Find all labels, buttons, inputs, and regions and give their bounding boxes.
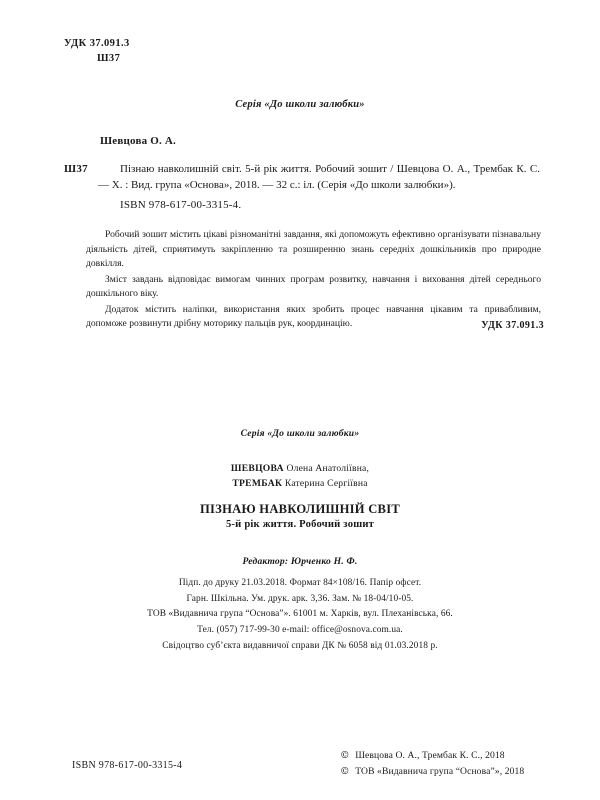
creators-list bbox=[0, 462, 600, 492]
bibliographic-description bbox=[64, 162, 540, 214]
print-detail-line: ТОВ «Видавнича група “Основа”». 61001 м. Харків, вул. Плеханівська, 66. bbox=[147, 609, 453, 620]
print-detail-line: Гарн. Шкільна. Ум. друк. арк. 3,36. Зам. № 18-04/10-05. bbox=[186, 593, 414, 604]
footer-isbn: ISBN 978-617-00-3315-4 bbox=[72, 760, 183, 771]
print-detail-line: Тел. (057) 717-99-30 e-mail: office@osnova.com.ua. bbox=[197, 625, 403, 636]
editor-line: Редактор: Юрченко Н. Ф. bbox=[242, 555, 358, 567]
annotation-block bbox=[86, 228, 541, 333]
creator-given-name: Олена Анатоліївна, bbox=[286, 463, 370, 474]
series-line-bottom: Серія «До школи залюбки» bbox=[240, 428, 360, 439]
shelf-mark-code: Ш37 bbox=[97, 53, 121, 65]
creator-line bbox=[0, 477, 600, 492]
creator-line bbox=[0, 462, 600, 477]
copyright-icon: © bbox=[340, 765, 350, 777]
imprint-block bbox=[0, 428, 600, 655]
biblio-description-text: Пізнаю навколишній світ. 5-й рік життя. Робочий зошит / Шевцова О. А., Трембак К. С. — Х. : Вид. група «Основа», 2018. — 32 с.: іл. (Серія «До школи залюбки»). bbox=[98, 163, 540, 191]
book-title: ПІЗНАЮ НАВКОЛИШНІЙ СВІТ bbox=[199, 501, 401, 516]
copyright-line bbox=[340, 764, 524, 780]
copyright-holder: Шевцова О. А., Трембак К. С., 2018 bbox=[355, 750, 505, 761]
series-line-top: Серія «До школи залюбки» bbox=[235, 99, 365, 110]
annotation-paragraph: Додаток містить наліпки, використання яких зробить процес навчання цікавим та привабливим, допоможе розвинути дрібну моторику пальців рук, координацію. bbox=[86, 303, 541, 330]
biblio-isbn: ISBN 978-617-00-3315-4. bbox=[120, 199, 242, 212]
creator-surname: ТРЕМБАК bbox=[232, 477, 283, 489]
print-details-block bbox=[0, 576, 600, 655]
book-subtitle: 5-й рік життя. Робочий зошит bbox=[225, 518, 375, 530]
udc-code: УДК 37.091.3 bbox=[64, 38, 130, 49]
annotation-paragraph: Зміст завдань відповідає вимогам чинних програм розвитку, навчання і виховання дітей середнього дошкільного віку. bbox=[86, 273, 541, 300]
footer-copyright-block bbox=[340, 748, 524, 779]
author-short-name: Шевцова О. А. bbox=[100, 135, 177, 147]
udc-code-repeat: УДК 37.091.3 bbox=[481, 320, 544, 331]
creator-surname: ШЕВЦОВА bbox=[230, 463, 284, 474]
annotation-paragraph: Робочий зошит містить цікаві різноманітні завдання, які допоможуть ефективно організувати пізнавальну діяльність дітей, сприятимуть закріпленню та розширенню знань середніх дошкільників про природне довкілля. bbox=[86, 229, 541, 270]
print-detail-line: Свідоцтво суб’єкта видавничої справи ДК № 6058 від 01.03.2018 р. bbox=[162, 640, 438, 651]
print-detail-line: Підп. до друку 21.03.2018. Формат 84×108/16. Папір офсет. bbox=[178, 577, 422, 588]
copyright-line bbox=[340, 748, 524, 764]
copyright-holder: ТОВ «Видавнича група “Основа”», 2018 bbox=[355, 765, 525, 777]
biblio-row bbox=[64, 162, 540, 193]
copyright-icon: © bbox=[340, 750, 350, 761]
creator-given-name: Катерина Сергіївна bbox=[284, 477, 368, 489]
udc-block bbox=[64, 36, 130, 66]
biblio-shelf-mark: Ш37 bbox=[64, 163, 88, 175]
